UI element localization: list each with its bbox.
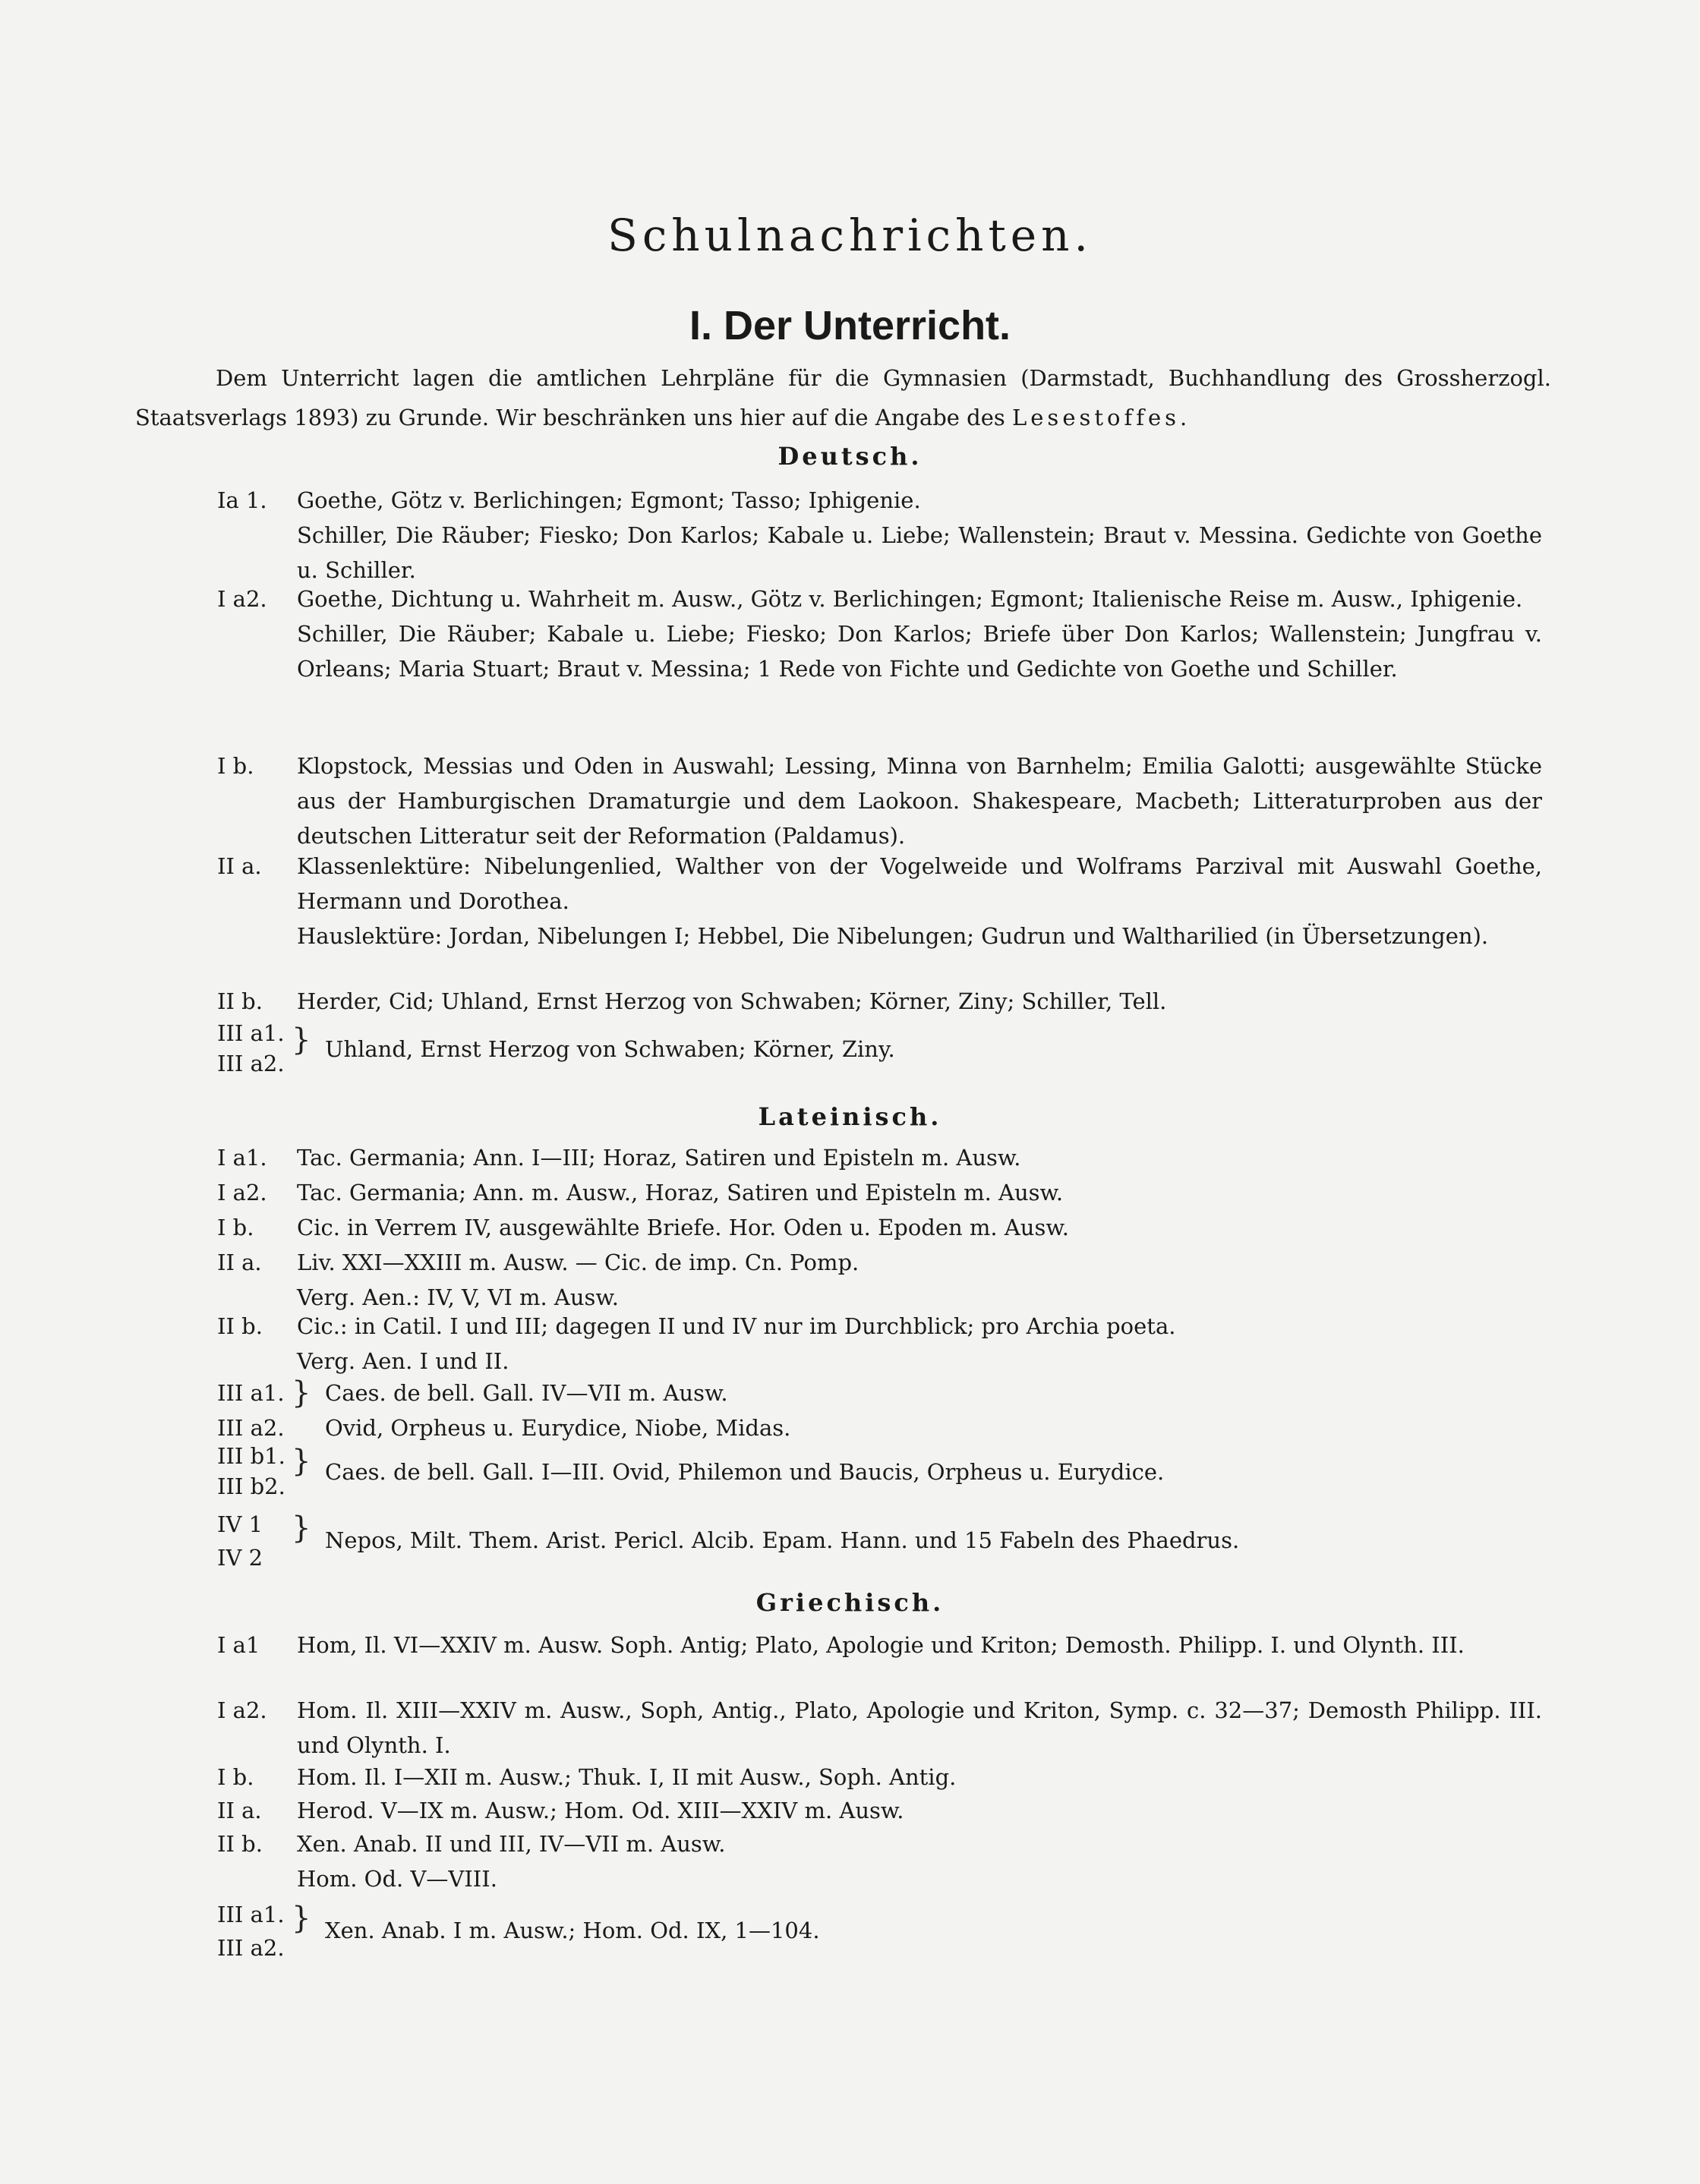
entry-text [325,1376,1540,1445]
entry-line: Verg. Aen. I und II. [297,1348,509,1374]
entry-line: Hom. Il. I—XII m. Ausw.; Thuk. I, II mit Ausw., Soph. Antig. [297,1764,957,1790]
entry-text [297,1693,1542,1763]
class-label: II b. [217,1831,263,1857]
entry-text [297,984,1542,1019]
section-title-lateinisch: Lateinisch. [758,1102,942,1131]
class-label: II b. [217,1313,263,1339]
entry-text: Nepos, Milt. Them. Arist. Pericl. Alcib. Epam. Hann. und 15 Fabeln des Phaedrus. [325,1527,1240,1553]
class-label: I a1. [217,1145,267,1171]
class-label: I b. [217,753,254,779]
entry-text [297,1793,1542,1828]
entry-line: Liv. XXI—XXIII m. Ausw. — Cic. de imp. Cn. Pomp. [297,1250,859,1275]
class-label: IV 2 [217,1545,263,1571]
class-label: III a2. [217,1415,285,1441]
class-labels [217,1018,285,1079]
entry-line: Tac. Germania; Ann. m. Ausw., Horaz, Satiren und Episteln m. Ausw. [297,1180,1064,1205]
entry-text [297,1760,1542,1795]
entry-text [297,1175,1542,1210]
entry-line: Hom. Od. V—VIII. [297,1866,497,1892]
entry-text [297,1826,1542,1896]
entry-text [297,849,1542,953]
entry-line: Schiller, Die Räuber; Kabale u. Liebe; Fiesko; Don Karlos; Briefe über Don Karlos; Wallenstein; Jungfrau v. Orleans; Maria Stuart; Braut v. Messina; 1 Rede von Fichte und Gedichte von Goethe und Schiller. [297,621,1542,682]
entry-text [297,1628,1542,1662]
entry-line: Verg. Aen.: IV, V, VI m. Ausw. [297,1284,620,1310]
entry-line: Goethe, Götz v. Berlichingen; Egmont; Tasso; Iphigenie. [297,487,921,513]
class-label: III b1. [217,1443,285,1469]
brace-icon: } [292,1901,311,1936]
entry-text [297,1309,1542,1379]
class-label: II a. [217,1250,262,1275]
entry-text [297,1210,1542,1245]
brace-icon: } [292,1444,311,1479]
class-label: I a1 [217,1632,260,1658]
brace-icon: } [292,1511,311,1546]
intro-spaced-text: Lesestoffes. [1012,405,1191,430]
entry-line: Cic.: in Catil. I und III; dagegen II und IV nur im Durchblick; pro Archia poeta. [297,1313,1176,1339]
entry-line: Caes. de bell. Gall. IV—VII m. Ausw. [325,1380,728,1406]
class-label: II a. [217,1798,262,1823]
class-label: I a2. [217,586,267,612]
class-label: II a. [217,853,262,879]
class-labels [217,1376,285,1445]
class-label: I b. [217,1764,254,1790]
class-label: III a2. [217,1935,285,1961]
entry-text: Caes. de bell. Gall. I—III. Ovid, Philemon und Baucis, Orpheus u. Eurydice. [325,1459,1165,1485]
class-label: III a1. [217,1020,285,1046]
class-label: Ia 1. [217,487,267,513]
class-label: II b. [217,988,263,1014]
intro-paragraph [135,358,1551,437]
class-label: III a1. [217,1902,285,1927]
entry-line: Xen. Anab. II und III, IV—VII m. Ausw. [297,1831,726,1857]
brace-icon: } [292,1376,311,1410]
entry-line: Klassenlektüre: Nibelungenlied, Walther von der Vogelweide und Wolframs Parzival mit Auswahl Goethe, Hermann und Dorothea. [297,853,1542,914]
entry-line: Cic. in Verrem IV, ausgewählte Briefe. Hor. Oden u. Epoden m. Ausw. [297,1215,1069,1240]
section-title-griechisch: Griechisch. [755,1588,945,1617]
class-labels [217,1898,285,1965]
entry-line: Schiller, Die Räuber; Fiesko; Don Karlos; Kabale u. Liebe; Wallenstein; Braut v. Messina. Gedichte von Goethe u. Schiller. [297,522,1542,583]
entry-text [297,1140,1542,1175]
entry-text: Uhland, Ernst Herzog von Schwaben; Körner, Ziny. [325,1036,895,1062]
entry-line: Hom, Il. VI—XXIV m. Ausw. Soph. Antig; Plato, Apologie und Kriton; Demosth. Philipp. I. und Olynth. III. [297,1632,1465,1658]
entry-text [297,1245,1542,1315]
entry-text: Xen. Anab. I m. Ausw.; Hom. Od. IX, 1—104. [325,1918,820,1943]
entry-line: Herod. V—IX m. Ausw.; Hom. Od. XIII—XXIV m. Ausw. [297,1798,904,1823]
class-labels [217,1441,285,1502]
class-label: I b. [217,1215,254,1240]
intro-text: Dem Unterricht lagen die amtlichen Lehrpläne für die Gymnasien (Darmstadt, Buchhandlung des Grossherzogl. Staatsverlags 1893) zu Grunde. Wir beschränken uns hier auf die Angabe des [135,365,1551,430]
class-label: I a2. [217,1697,267,1723]
entry-line: Ovid, Orpheus u. Eurydice, Niobe, Midas. [325,1415,791,1441]
entry-line: Goethe, Dichtung u. Wahrheit m. Ausw., Götz v. Berlichingen; Egmont; Italienische Reise m. Ausw., Iphigenie. [297,586,1523,612]
entry-line: Klopstock, Messias und Oden in Auswahl; Lessing, Minna von Barnhelm; Emilia Galotti; ausgewählte Stücke aus der Hamburgischen Dramaturgie und dem Laokoon. Shakespeare, Macbeth; Litteraturproben aus der deutschen Litteratur seit der Reformation (Paldamus). [297,753,1542,849]
class-labels [217,1508,263,1574]
class-label: III a2. [217,1051,285,1076]
page-title: Schulnachrichten. [607,210,1093,261]
entry-line: Hom. Il. XIII—XXIV m. Ausw., Soph, Antig., Plato, Apologie und Kriton, Symp. c. 32—37; Demosth Philipp. III. und Olynth. I. [297,1697,1542,1758]
entry-text [297,748,1542,853]
entry-text [297,581,1542,686]
brace-icon: } [292,1023,311,1057]
class-label: IV 1 [217,1511,263,1537]
class-label: I a2. [217,1180,267,1205]
section-heading: I. Der Unterricht. [689,303,1011,348]
section-title-deutsch: Deutsch. [777,442,923,471]
entry-text [297,483,1542,588]
entry-line: Herder, Cid; Uhland, Ernst Herzog von Schwaben; Körner, Ziny; Schiller, Tell. [297,988,1167,1014]
entry-line: Tac. Germania; Ann. I—III; Horaz, Satiren und Episteln m. Ausw. [297,1145,1021,1171]
class-label: III b2. [217,1473,285,1499]
entry-line: Hauslektüre: Jordan, Nibelungen I; Hebbel, Die Nibelungen; Gudrun und Waltharilied (in Übersetzungen). [297,923,1489,949]
class-label: III a1. [217,1380,285,1406]
